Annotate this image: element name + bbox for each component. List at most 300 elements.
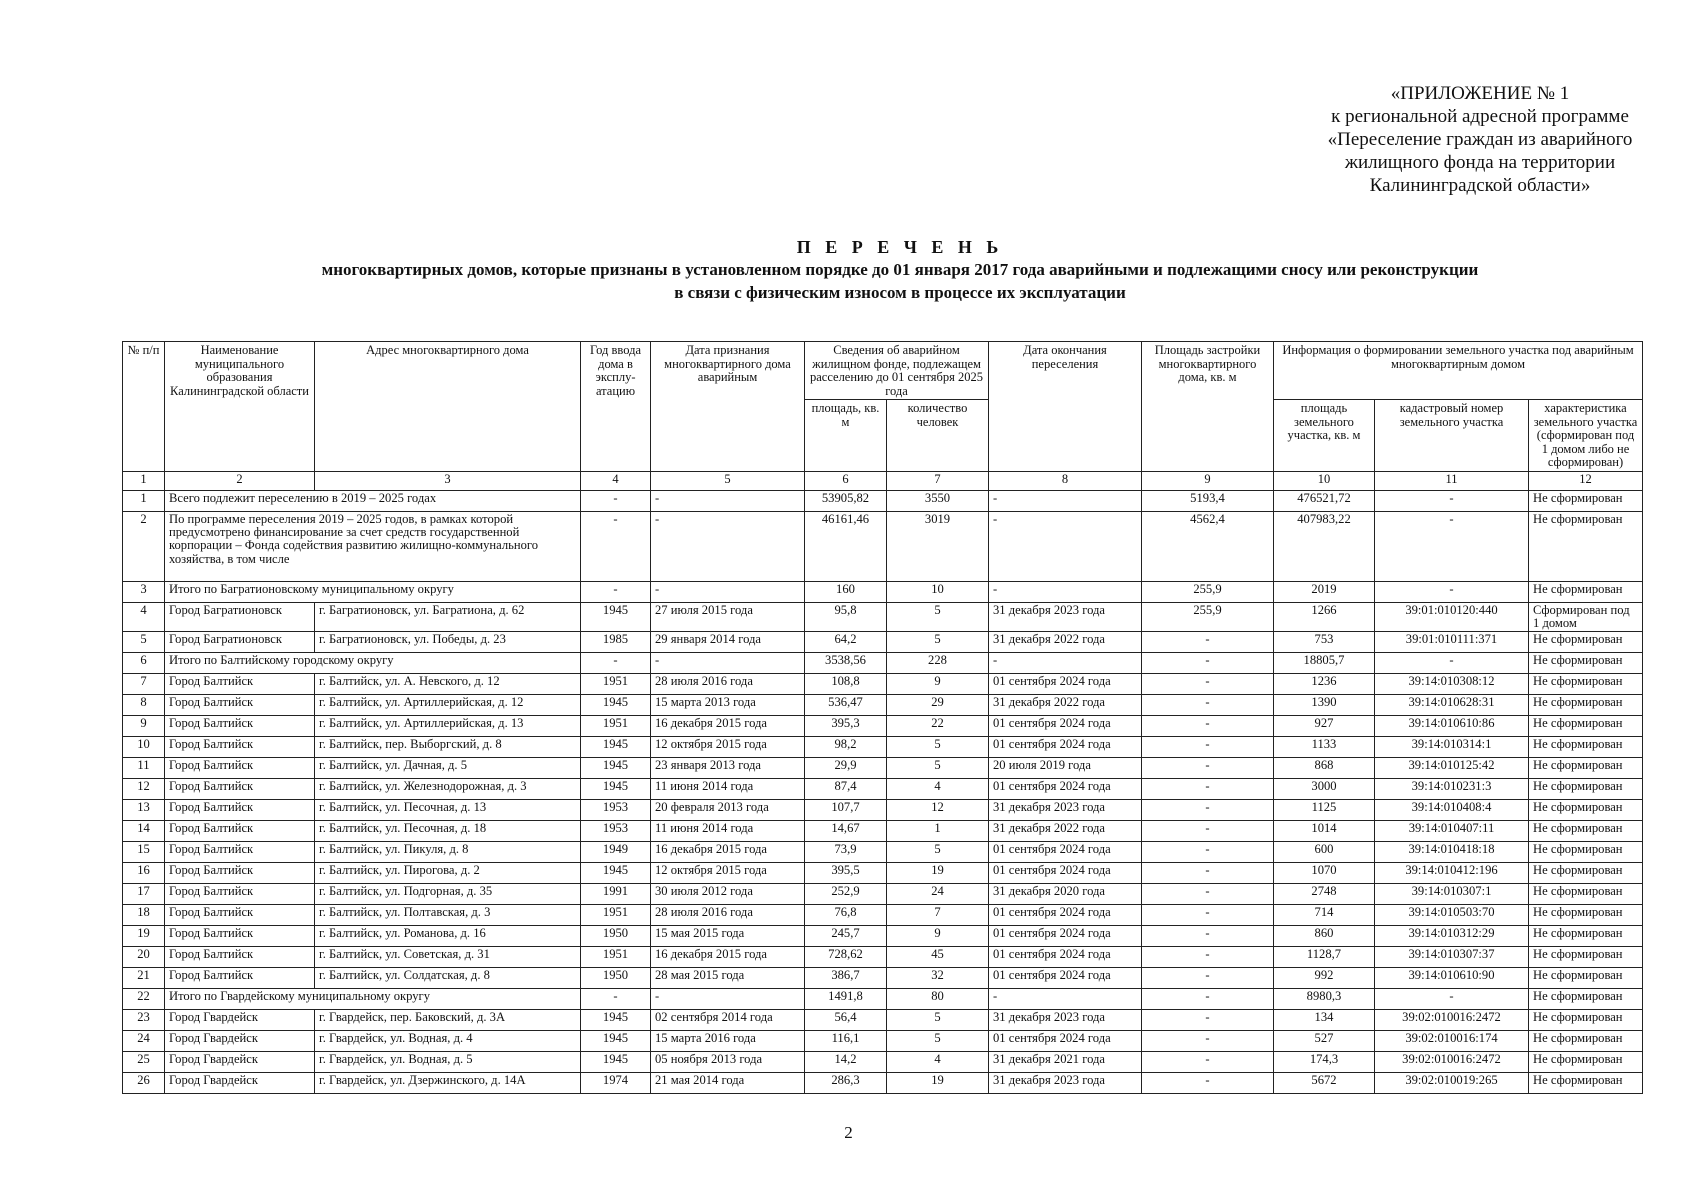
cell-municipality: Город Балтийск (165, 758, 315, 779)
column-number: 12 (1529, 471, 1643, 490)
column-numbers-row (123, 471, 1643, 490)
cell-area: 252,9 (805, 884, 887, 905)
cell-area: 1491,8 (805, 989, 887, 1010)
header-area: площадь, кв. м (805, 400, 887, 472)
cell-build-area: - (1142, 989, 1274, 1010)
cell-area: 386,7 (805, 968, 887, 989)
header-cadastral: кадастровый номер земельного участка (1375, 400, 1529, 472)
cell-date-end: 31 декабря 2020 года (989, 884, 1142, 905)
table-row (123, 695, 1643, 716)
cell-address: г. Балтийск, ул. Романова, д. 16 (315, 926, 581, 947)
cell-land-char: Не сформирован (1529, 581, 1643, 602)
cell-date-emergency: 11 июня 2014 года (651, 821, 805, 842)
column-number: 6 (805, 471, 887, 490)
appendix-line-4: жилищного фонда на территории (1344, 152, 1616, 173)
cell-people: 12 (887, 800, 989, 821)
cell-municipality: Город Гвардейск (165, 1031, 315, 1052)
cell-municipality: Город Багратионовск (165, 602, 315, 632)
table-row (123, 905, 1643, 926)
cell-date-end: - (989, 989, 1142, 1010)
cell-year: 1985 (581, 632, 651, 653)
cell-address: г. Балтийск, ул. Солдатская, д. 8 (315, 968, 581, 989)
cell-date-emergency: - (651, 581, 805, 602)
cell-people: 3019 (887, 511, 989, 581)
cell-cadastral: - (1375, 490, 1529, 511)
cell-build-area: - (1142, 674, 1274, 695)
cell-people: 45 (887, 947, 989, 968)
cell-num: 20 (123, 947, 165, 968)
cell-date-end: 01 сентября 2024 года (989, 926, 1142, 947)
appendix-header (1290, 82, 1670, 197)
cell-build-area: - (1142, 863, 1274, 884)
cell-area: 95,8 (805, 602, 887, 632)
column-number: 11 (1375, 471, 1529, 490)
cell-people: 5 (887, 1010, 989, 1031)
cell-date-end: - (989, 511, 1142, 581)
cell-land-area: 527 (1274, 1031, 1375, 1052)
cell-date-emergency: 11 июня 2014 года (651, 779, 805, 800)
header-num: № п/п (123, 342, 165, 472)
cell-municipality: Город Балтийск (165, 779, 315, 800)
cell-people: 3550 (887, 490, 989, 511)
cell-address: г. Гвардейск, ул. Дзержинского, д. 14А (315, 1073, 581, 1094)
cell-land-area: 1236 (1274, 674, 1375, 695)
cell-year: 1953 (581, 821, 651, 842)
cell-people: 32 (887, 968, 989, 989)
cell-address: г. Балтийск, ул. Полтавская, д. 3 (315, 905, 581, 926)
cell-land-char: Не сформирован (1529, 800, 1643, 821)
cell-year: 1951 (581, 947, 651, 968)
cell-land-area: 868 (1274, 758, 1375, 779)
cell-address: г. Балтийск, ул. Пирогова, д. 2 (315, 863, 581, 884)
housing-registry-table (122, 341, 1643, 1094)
cell-num: 2 (123, 511, 165, 581)
cell-land-area: 714 (1274, 905, 1375, 926)
cell-area: 3538,56 (805, 653, 887, 674)
cell-num: 22 (123, 989, 165, 1010)
cell-num: 15 (123, 842, 165, 863)
column-number: 9 (1142, 471, 1274, 490)
cell-num: 10 (123, 737, 165, 758)
cell-date-emergency: 23 января 2013 года (651, 758, 805, 779)
cell-land-char: Не сформирован (1529, 821, 1643, 842)
cell-people: 228 (887, 653, 989, 674)
cell-year: 1945 (581, 695, 651, 716)
cell-build-area: 255,9 (1142, 602, 1274, 632)
cell-area: 56,4 (805, 1010, 887, 1031)
cell-date-emergency: 02 сентября 2014 года (651, 1010, 805, 1031)
column-number: 1 (123, 471, 165, 490)
cell-address: г. Багратионовск, ул. Победы, д. 23 (315, 632, 581, 653)
cell-build-area: - (1142, 800, 1274, 821)
cell-municipality: Город Балтийск (165, 947, 315, 968)
cell-address: г. Балтийск, ул. А. Невского, д. 12 (315, 674, 581, 695)
cell-area: 46161,46 (805, 511, 887, 581)
cell-land-char: Не сформирован (1529, 905, 1643, 926)
cell-area: 64,2 (805, 632, 887, 653)
table-row (123, 1031, 1643, 1052)
cell-people: 9 (887, 926, 989, 947)
cell-cadastral: 39:14:010307:37 (1375, 947, 1529, 968)
cell-date-end: 31 декабря 2022 года (989, 821, 1142, 842)
cell-cadastral: 39:14:010231:3 (1375, 779, 1529, 800)
cell-land-char: Не сформирован (1529, 1073, 1643, 1094)
cell-num: 19 (123, 926, 165, 947)
cell-date-end: - (989, 490, 1142, 511)
cell-date-end: 01 сентября 2024 года (989, 716, 1142, 737)
cell-num: 8 (123, 695, 165, 716)
table-row-total (123, 989, 1643, 1010)
cell-people: 4 (887, 779, 989, 800)
cell-cadastral: - (1375, 989, 1529, 1010)
cell-land-char: Не сформирован (1529, 758, 1643, 779)
cell-total-name: Итого по Гвардейскому муниципальному округу (165, 989, 581, 1010)
cell-land-char: Не сформирован (1529, 947, 1643, 968)
table-row (123, 1073, 1643, 1094)
cell-municipality: Город Балтийск (165, 884, 315, 905)
cell-land-area: 2019 (1274, 581, 1375, 602)
cell-date-end: 01 сентября 2024 года (989, 863, 1142, 884)
cell-land-char: Не сформирован (1529, 490, 1643, 511)
cell-year: 1951 (581, 674, 651, 695)
title-line-3: в связи с физическим износом в процессе их эксплуатации (674, 283, 1126, 302)
table-row (123, 716, 1643, 737)
cell-address: г. Балтийск, пер. Выборгский, д. 8 (315, 737, 581, 758)
table-row (123, 821, 1643, 842)
table-row (123, 968, 1643, 989)
cell-year: 1945 (581, 1010, 651, 1031)
cell-date-emergency: 30 июля 2012 года (651, 884, 805, 905)
column-number: 2 (165, 471, 315, 490)
header-land-char: характеристика земельного участка (сформирован под 1 домом либо не сформирован) (1529, 400, 1643, 472)
cell-date-end: 20 июля 2019 года (989, 758, 1142, 779)
cell-land-char: Не сформирован (1529, 968, 1643, 989)
cell-cadastral: 39:14:010314:1 (1375, 737, 1529, 758)
cell-land-char: Не сформирован (1529, 1031, 1643, 1052)
cell-build-area: - (1142, 926, 1274, 947)
cell-area: 286,3 (805, 1073, 887, 1094)
cell-date-end: 31 декабря 2021 года (989, 1052, 1142, 1073)
cell-num: 16 (123, 863, 165, 884)
cell-cadastral: 39:01:010120:440 (1375, 602, 1529, 632)
cell-address: г. Балтийск, ул. Артиллерийская, д. 13 (315, 716, 581, 737)
cell-num: 23 (123, 1010, 165, 1031)
cell-land-area: 600 (1274, 842, 1375, 863)
cell-num: 7 (123, 674, 165, 695)
title-line-2: многоквартирных домов, которые признаны в установленном порядке до 01 января 2017 года аварийными и подлежащими сносу или реконструкции (321, 260, 1479, 279)
cell-land-area: 1070 (1274, 863, 1375, 884)
cell-area: 395,5 (805, 863, 887, 884)
cell-cadastral: 39:01:010111:371 (1375, 632, 1529, 653)
cell-municipality: Город Гвардейск (165, 1052, 315, 1073)
cell-total-name: Итого по Багратионовскому муниципальному округу (165, 581, 581, 602)
cell-build-area: - (1142, 1010, 1274, 1031)
cell-build-area: 4562,4 (1142, 511, 1274, 581)
cell-land-area: 174,3 (1274, 1052, 1375, 1073)
cell-address: г. Балтийск, ул. Песочная, д. 18 (315, 821, 581, 842)
table-row (123, 800, 1643, 821)
cell-people: 1 (887, 821, 989, 842)
appendix-line-1: «ПРИЛОЖЕНИЕ № 1 (1390, 83, 1570, 104)
document-title (120, 236, 1680, 304)
cell-municipality: Город Балтийск (165, 863, 315, 884)
table-row (123, 758, 1643, 779)
header-address: Адрес многоквартирного дома (315, 342, 581, 472)
cell-num: 4 (123, 602, 165, 632)
cell-num: 5 (123, 632, 165, 653)
cell-year: 1949 (581, 842, 651, 863)
cell-land-area: 1125 (1274, 800, 1375, 821)
cell-land-char: Не сформирован (1529, 695, 1643, 716)
cell-date-emergency: 28 июля 2016 года (651, 905, 805, 926)
cell-date-emergency: 20 февраля 2013 года (651, 800, 805, 821)
cell-num: 14 (123, 821, 165, 842)
appendix-line-5: Калининградской области» (1369, 175, 1591, 196)
cell-land-area: 407983,22 (1274, 511, 1375, 581)
table-row (123, 947, 1643, 968)
cell-date-end: 01 сентября 2024 года (989, 842, 1142, 863)
cell-build-area: - (1142, 632, 1274, 653)
cell-area: 53905,82 (805, 490, 887, 511)
cell-build-area: - (1142, 905, 1274, 926)
cell-num: 12 (123, 779, 165, 800)
cell-municipality: Город Балтийск (165, 926, 315, 947)
page-number: 2 (844, 1123, 853, 1142)
cell-cadastral: 39:02:010016:2472 (1375, 1010, 1529, 1031)
cell-municipality: Город Балтийск (165, 737, 315, 758)
table-row (123, 602, 1643, 632)
cell-cadastral: 39:14:010412:196 (1375, 863, 1529, 884)
cell-build-area: 5193,4 (1142, 490, 1274, 511)
cell-year: 1945 (581, 1052, 651, 1073)
cell-people: 5 (887, 758, 989, 779)
cell-municipality: Город Гвардейск (165, 1073, 315, 1094)
cell-land-area: 134 (1274, 1010, 1375, 1031)
cell-num: 25 (123, 1052, 165, 1073)
table-body (123, 490, 1643, 1094)
cell-year: - (581, 653, 651, 674)
cell-land-char: Не сформирован (1529, 1010, 1643, 1031)
cell-address: г. Багратионовск, ул. Багратиона, д. 62 (315, 602, 581, 632)
cell-date-end: 01 сентября 2024 года (989, 905, 1142, 926)
cell-land-area: 1014 (1274, 821, 1375, 842)
cell-date-end: 01 сентября 2024 года (989, 947, 1142, 968)
cell-build-area: - (1142, 779, 1274, 800)
cell-cadastral: - (1375, 653, 1529, 674)
cell-num: 17 (123, 884, 165, 905)
cell-date-end: 01 сентября 2024 года (989, 1031, 1142, 1052)
cell-build-area: - (1142, 653, 1274, 674)
cell-land-area: 1266 (1274, 602, 1375, 632)
cell-num: 26 (123, 1073, 165, 1094)
cell-cadastral: 39:14:010407:11 (1375, 821, 1529, 842)
cell-build-area: - (1142, 884, 1274, 905)
cell-municipality: Город Гвардейск (165, 1010, 315, 1031)
cell-area: 87,4 (805, 779, 887, 800)
cell-date-end: 01 сентября 2024 года (989, 968, 1142, 989)
cell-build-area: 255,9 (1142, 581, 1274, 602)
cell-people: 9 (887, 674, 989, 695)
cell-land-char: Не сформирован (1529, 842, 1643, 863)
cell-date-emergency: 05 ноября 2013 года (651, 1052, 805, 1073)
cell-build-area: - (1142, 758, 1274, 779)
cell-build-area: - (1142, 821, 1274, 842)
cell-num: 6 (123, 653, 165, 674)
cell-cadastral: 39:14:010307:1 (1375, 884, 1529, 905)
cell-people: 10 (887, 581, 989, 602)
cell-year: 1953 (581, 800, 651, 821)
cell-people: 80 (887, 989, 989, 1010)
cell-year: 1945 (581, 737, 651, 758)
cell-build-area: - (1142, 842, 1274, 863)
cell-year: 1950 (581, 968, 651, 989)
cell-date-end: 01 сентября 2024 года (989, 779, 1142, 800)
cell-address: г. Балтийск, ул. Пикуля, д. 8 (315, 842, 581, 863)
cell-total-name: Всего подлежит переселению в 2019 – 2025 годах (165, 490, 581, 511)
table-row-total (123, 490, 1643, 511)
cell-area: 395,3 (805, 716, 887, 737)
header-date-emergency: Дата признания многоквартирного дома аварийным (651, 342, 805, 472)
cell-date-end: 31 декабря 2023 года (989, 800, 1142, 821)
cell-date-emergency: - (651, 653, 805, 674)
column-number: 3 (315, 471, 581, 490)
cell-date-end: 01 сентября 2024 года (989, 674, 1142, 695)
cell-address: г. Балтийск, ул. Артиллерийская, д. 12 (315, 695, 581, 716)
cell-area: 728,62 (805, 947, 887, 968)
cell-land-area: 1390 (1274, 695, 1375, 716)
cell-total-name: Итого по Балтийскому городскому округу (165, 653, 581, 674)
cell-people: 5 (887, 632, 989, 653)
cell-date-end: 01 сентября 2024 года (989, 737, 1142, 758)
cell-municipality: Город Балтийск (165, 905, 315, 926)
cell-area: 108,8 (805, 674, 887, 695)
cell-cadastral: 39:02:010016:2472 (1375, 1052, 1529, 1073)
cell-date-end: - (989, 581, 1142, 602)
cell-land-area: 5672 (1274, 1073, 1375, 1094)
cell-date-end: 31 декабря 2023 года (989, 602, 1142, 632)
cell-num: 1 (123, 490, 165, 511)
cell-people: 19 (887, 1073, 989, 1094)
cell-people: 7 (887, 905, 989, 926)
table-row-total (123, 511, 1643, 581)
cell-people: 5 (887, 842, 989, 863)
cell-people: 29 (887, 695, 989, 716)
cell-area: 14,67 (805, 821, 887, 842)
cell-land-char: Не сформирован (1529, 632, 1643, 653)
cell-date-end: 31 декабря 2022 года (989, 632, 1142, 653)
cell-land-char: Не сформирован (1529, 1052, 1643, 1073)
cell-cadastral: 39:14:010125:42 (1375, 758, 1529, 779)
cell-date-emergency: 21 мая 2014 года (651, 1073, 805, 1094)
table-row-total (123, 581, 1643, 602)
cell-year: 1951 (581, 905, 651, 926)
cell-land-char: Не сформирован (1529, 926, 1643, 947)
cell-date-emergency: 15 марта 2016 года (651, 1031, 805, 1052)
cell-people: 5 (887, 737, 989, 758)
cell-build-area: - (1142, 1031, 1274, 1052)
appendix-line-2: к региональной адресной программе (1331, 106, 1629, 127)
cell-year: - (581, 581, 651, 602)
cell-build-area: - (1142, 968, 1274, 989)
title-line-1: П Е Р Е Ч Е Н Ь (796, 237, 1004, 257)
cell-year: 1974 (581, 1073, 651, 1094)
cell-date-emergency: 16 декабря 2015 года (651, 947, 805, 968)
cell-year: 1951 (581, 716, 651, 737)
cell-land-area: 753 (1274, 632, 1375, 653)
cell-area: 73,9 (805, 842, 887, 863)
cell-date-end: 31 декабря 2023 года (989, 1010, 1142, 1031)
cell-municipality: Город Багратионовск (165, 632, 315, 653)
cell-municipality: Город Балтийск (165, 800, 315, 821)
cell-area: 98,2 (805, 737, 887, 758)
cell-date-emergency: - (651, 989, 805, 1010)
cell-build-area: - (1142, 737, 1274, 758)
cell-land-area: 1133 (1274, 737, 1375, 758)
cell-year: - (581, 490, 651, 511)
table-row-total (123, 653, 1643, 674)
cell-address: г. Балтийск, ул. Дачная, д. 5 (315, 758, 581, 779)
cell-address: г. Балтийск, ул. Песочная, д. 13 (315, 800, 581, 821)
cell-cadastral: 39:14:010312:29 (1375, 926, 1529, 947)
cell-land-area: 992 (1274, 968, 1375, 989)
cell-cadastral: 39:02:010019:265 (1375, 1073, 1529, 1094)
cell-cadastral: 39:14:010610:90 (1375, 968, 1529, 989)
cell-num: 18 (123, 905, 165, 926)
cell-land-area: 18805,7 (1274, 653, 1375, 674)
cell-address: г. Гвардейск, пер. Баковский, д. 3А (315, 1010, 581, 1031)
cell-area: 536,47 (805, 695, 887, 716)
cell-address: г. Балтийск, ул. Подгорная, д. 35 (315, 884, 581, 905)
header-date-end: Дата окончания переселения (989, 342, 1142, 472)
cell-municipality: Город Балтийск (165, 674, 315, 695)
table-row (123, 737, 1643, 758)
cell-land-char: Не сформирован (1529, 779, 1643, 800)
cell-date-emergency: 29 января 2014 года (651, 632, 805, 653)
appendix-line-3: «Переселение граждан из аварийного (1327, 129, 1633, 150)
cell-cadastral: 39:14:010418:18 (1375, 842, 1529, 863)
cell-date-end: 31 декабря 2022 года (989, 695, 1142, 716)
cell-build-area: - (1142, 1073, 1274, 1094)
cell-people: 22 (887, 716, 989, 737)
cell-num: 13 (123, 800, 165, 821)
cell-cadastral: - (1375, 511, 1529, 581)
column-number: 10 (1274, 471, 1375, 490)
cell-year: 1945 (581, 758, 651, 779)
cell-cadastral: 39:14:010628:31 (1375, 695, 1529, 716)
table-row (123, 884, 1643, 905)
cell-people: 5 (887, 1031, 989, 1052)
cell-land-char: Не сформирован (1529, 716, 1643, 737)
cell-cadastral: 39:02:010016:174 (1375, 1031, 1529, 1052)
cell-num: 9 (123, 716, 165, 737)
cell-address: г. Балтийск, ул. Железнодорожная, д. 3 (315, 779, 581, 800)
cell-land-char: Не сформирован (1529, 737, 1643, 758)
table-row (123, 779, 1643, 800)
cell-date-emergency: 12 октября 2015 года (651, 863, 805, 884)
cell-land-area: 3000 (1274, 779, 1375, 800)
cell-area: 116,1 (805, 1031, 887, 1052)
header-land-info: Информация о формировании земельного участка под аварийным многоквартирным домом (1274, 342, 1643, 400)
cell-cadastral: 39:14:010610:86 (1375, 716, 1529, 737)
header-people: количество человек (887, 400, 989, 472)
cell-land-char: Не сформирован (1529, 989, 1643, 1010)
cell-date-emergency: 16 декабря 2015 года (651, 842, 805, 863)
cell-date-end: - (989, 653, 1142, 674)
cell-land-area: 1128,7 (1274, 947, 1375, 968)
cell-municipality: Город Балтийск (165, 968, 315, 989)
cell-land-area: 8980,3 (1274, 989, 1375, 1010)
cell-cadastral: 39:14:010503:70 (1375, 905, 1529, 926)
